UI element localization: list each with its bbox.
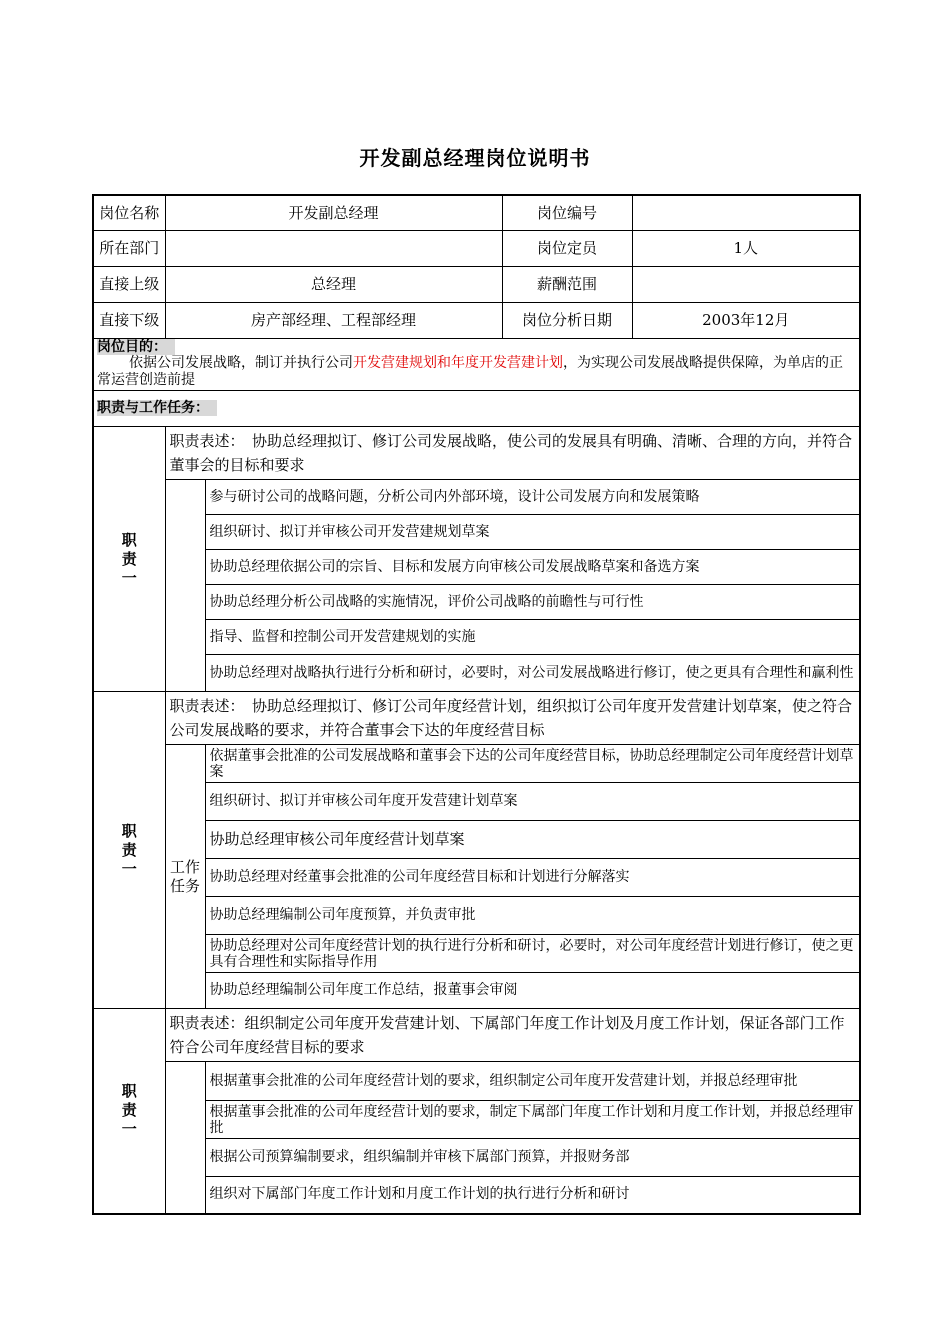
- duty-1-task-row: [93, 585, 860, 620]
- purpose-text: 依据公司发展战略，制订并执行公司开发营建规划和年度开发营建计划，为实现公司发展战略提供保障，为单店的正常运营创造前提: [97, 355, 843, 388]
- duty-1-task-row: [93, 480, 860, 515]
- duty-2-task-row: [93, 897, 860, 935]
- duty-1-task-5: 指导、监督和控制公司开发营建规划的实施: [205, 620, 860, 655]
- duty-3-task-row: [93, 1177, 860, 1214]
- value-salary-range: [632, 267, 860, 303]
- value-headcount: 1人: [632, 231, 860, 267]
- value-position-code: [632, 195, 860, 231]
- purpose-label: 岗位目的：: [97, 339, 175, 355]
- label-superior: 直接上级: [93, 267, 165, 303]
- duty-2-task-1: 依据董事会批准的公司发展战略和董事会下达的公司年度经营目标，协助总经理制定公司年度经营计划草案: [205, 745, 860, 783]
- label-position-name: 岗位名称: [93, 195, 165, 231]
- duty-3-task-2: 根据董事会批准的公司年度经营计划的要求，制定下属部门年度工作计划和月度工作计划，并报总经理审批: [205, 1101, 860, 1139]
- duty-2-task-2: 组织研讨、拟订并审核公司年度开发营建计划草案: [205, 783, 860, 821]
- duty-1-task-row: [93, 550, 860, 585]
- duties-label: 职责与工作任务：: [97, 400, 217, 416]
- job-description-table: [92, 194, 861, 1215]
- duty-1-task-4: 协助总经理分析公司战略的实施情况，评价公司战略的前瞻性与可行性: [205, 585, 860, 620]
- duties-label-row: [93, 391, 860, 427]
- label-position-code: 岗位编号: [502, 195, 632, 231]
- duty-2-label-cell: [93, 692, 165, 1009]
- duty-3-task-1: 根据董事会批准的公司年度经营计划的要求，组织制定公司年度开发营建计划，并报总经理审批: [205, 1062, 860, 1101]
- duty-3-task-3: 根据公司预算编制要求，组织编制并审核下属部门预算，并报财务部: [205, 1139, 860, 1177]
- value-superior: 总经理: [165, 267, 502, 303]
- duty-2-task-7: 协助总经理编制公司年度工作总结，报董事会审阅: [205, 973, 860, 1009]
- duty-2-sub-label-cell: [165, 745, 205, 1009]
- duty-1-label-cell: [93, 427, 165, 692]
- duty-1-task-2: 组织研讨、拟订并审核公司开发营建规划草案: [205, 515, 860, 550]
- duty-1-task-3: 协助总经理依据公司的宗旨、目标和发展方向审核公司发展战略草案和备选方案: [205, 550, 860, 585]
- value-analysis-date: 2003年12月: [632, 303, 860, 339]
- header-row-position-name: [93, 195, 860, 231]
- duty-1-label: 职责一: [121, 530, 137, 587]
- duty-2-label: 职责一: [121, 821, 137, 878]
- duty-3-label: 职责一: [121, 1082, 137, 1139]
- duty-3-sub-label: [165, 1062, 205, 1214]
- purpose-highlight: 开发营建规划和年度开发营建计划: [353, 355, 563, 371]
- value-subordinates: 房产部经理、工程部经理: [165, 303, 502, 339]
- header-row-department: [93, 231, 860, 267]
- duty-2-sub-label: 工作任务: [169, 857, 200, 895]
- duty-1-task-row: [93, 620, 860, 655]
- duty-2-task-6: 协助总经理对公司年度经营计划的执行进行分析和研讨，必要时，对公司年度经营计划进行修订，使之更具有合理性和实际指导作用: [205, 935, 860, 973]
- header-row-subordinates: [93, 303, 860, 339]
- duty-3-label-cell: [93, 1009, 165, 1214]
- value-position-name: 开发副总经理: [165, 195, 502, 231]
- duty-2-task-5: 协助总经理编制公司年度预算，并负责审批: [205, 897, 860, 935]
- duty-3-task-4: 组织对下属部门年度工作计划和月度工作计划的执行进行分析和研讨: [205, 1177, 860, 1214]
- label-subordinates: 直接下级: [93, 303, 165, 339]
- duty-2-task-row: [93, 935, 860, 973]
- duty-3-task-row: [93, 1139, 860, 1177]
- duty-1-task-row: [93, 515, 860, 550]
- purpose-row: [93, 339, 860, 391]
- duty-2-task-3: 协助总经理审核公司年度经营计划草案: [205, 821, 860, 859]
- duty-1-description: 职责表述： 协助总经理拟订、修订公司发展战略，使公司的发展具有明确、清晰、合理的方向，并符合董事会的目标和要求: [165, 427, 860, 480]
- header-row-superior: [93, 267, 860, 303]
- label-department: 所在部门: [93, 231, 165, 267]
- duty-1-task-6: 协助总经理对战略执行进行分析和研讨，必要时，对公司发展战略进行修订，使之更具有合理性和赢利性: [205, 655, 860, 692]
- duty-2-task-row: [93, 973, 860, 1009]
- duty-3-description: 职责表述：组织制定公司年度开发营建计划、下属部门年度工作计划及月度工作计划，保证各部门工作符合公司年度经营目标的要求: [165, 1009, 860, 1062]
- duty-1-sub-label: [165, 480, 205, 692]
- duty-1-task-1: 参与研讨公司的战略问题，分析公司内外部环境，设计公司发展方向和发展策略: [205, 480, 860, 515]
- duty-1-task-row: [93, 655, 860, 692]
- duty-2-task-row: [93, 783, 860, 821]
- duty-3-task-row: [93, 1101, 860, 1139]
- label-headcount: 岗位定员: [502, 231, 632, 267]
- duty-3-description-row: [93, 1009, 860, 1062]
- duty-3-task-row: [93, 1062, 860, 1101]
- duty-1-description-row: [93, 427, 860, 480]
- duty-2-description: 职责表述： 协助总经理拟订、修订公司年度经营计划，组织拟订公司年度开发营建计划草案，使之符合公司发展战略的要求，并符合董事会下达的年度经营目标: [165, 692, 860, 745]
- label-analysis-date: 岗位分析日期: [502, 303, 632, 339]
- document-title: 开发副总经理岗位说明书: [359, 146, 591, 170]
- duty-2-task-row: [93, 821, 860, 859]
- duty-2-task-row: [93, 859, 860, 897]
- duty-2-task-4: 协助总经理对经董事会批准的公司年度经营目标和计划进行分解落实: [205, 859, 860, 897]
- value-department: [165, 231, 502, 267]
- label-salary-range: 薪酬范围: [502, 267, 632, 303]
- duty-2-task-row: [93, 745, 860, 783]
- duty-2-description-row: [93, 692, 860, 745]
